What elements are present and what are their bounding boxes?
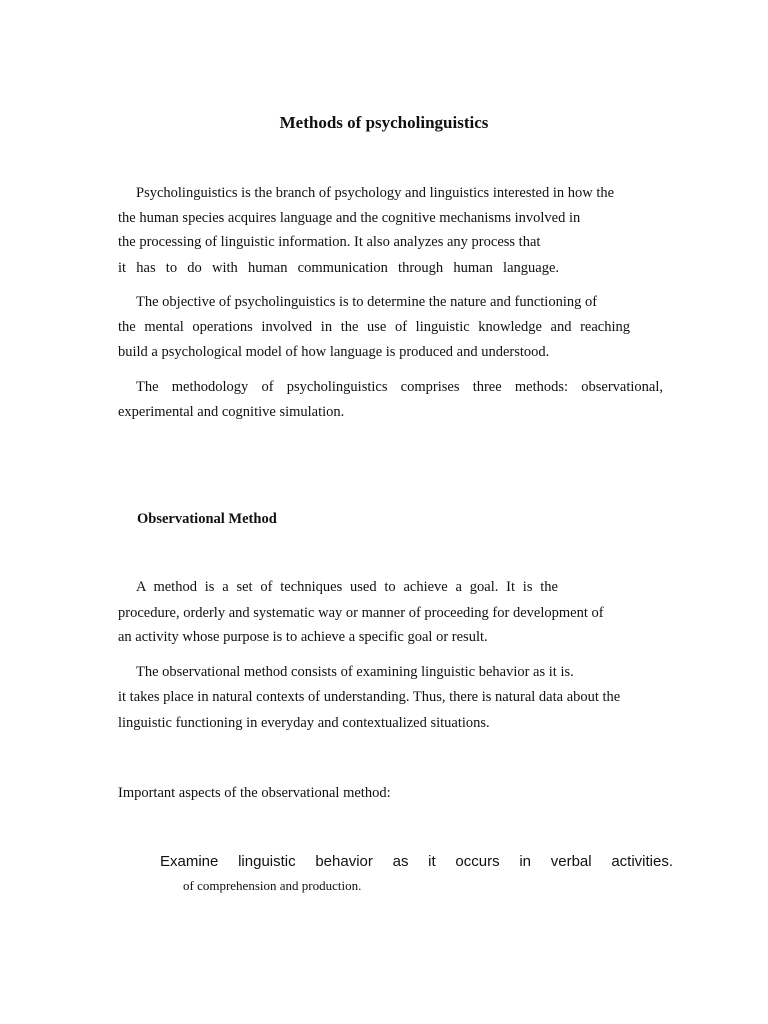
section-p1-line-2: procedure, orderly and systematic way or manner of proceeding for development of [118,605,604,621]
intro-p1-line-4: it has to do with human communication through human language. [118,260,559,276]
page-title: Methods of psycholinguistics [279,113,489,132]
section-p1-line-3: an activity whose purpose is to achieve a specific goal or result. [118,629,488,645]
intro-p2-line-2: the mental operations involved in the use of linguistic knowledge and reaching [118,319,630,335]
intro-p1-line-1: Psycholinguistics is the branch of psychology and linguistics interested in how the [136,185,615,201]
intro-p2-line-1: The objective of psycholinguistics is to determine the nature and functioning of [136,294,598,310]
intro-p1-line-2: the human species acquires language and the cognitive mechanisms involved in [118,210,581,226]
intro-p1-line-3: the processing of linguistic information. It also analyzes any process that [118,234,541,250]
aspect-item-line-2: of comprehension and production. [183,878,362,893]
section-heading: Observational Method [137,511,277,527]
section-p2-line-3: linguistic functioning in everyday and contextualized situations. [118,715,490,731]
intro-p2-line-3: build a psychological model of how language is produced and understood. [118,344,550,360]
intro-p3-line-1: The methodology of psycholinguistics comprises three methods: observational, [136,379,663,395]
section-p2-line-1: The observational method consists of examining linguistic behavior as it is. [136,664,574,680]
aspect-item-line-1: Examine linguistic behavior as it occurs in verbal activities. [160,853,673,870]
aspects-label: Important aspects of the observational method: [118,785,391,801]
intro-p3-line-2: experimental and cognitive simulation. [118,404,345,420]
section-p1-line-1: A method is a set of techniques used to achieve a goal. It is the [136,579,558,595]
section-p2-line-2: it takes place in natural contexts of understanding. Thus, there is natural data about the [118,689,621,705]
